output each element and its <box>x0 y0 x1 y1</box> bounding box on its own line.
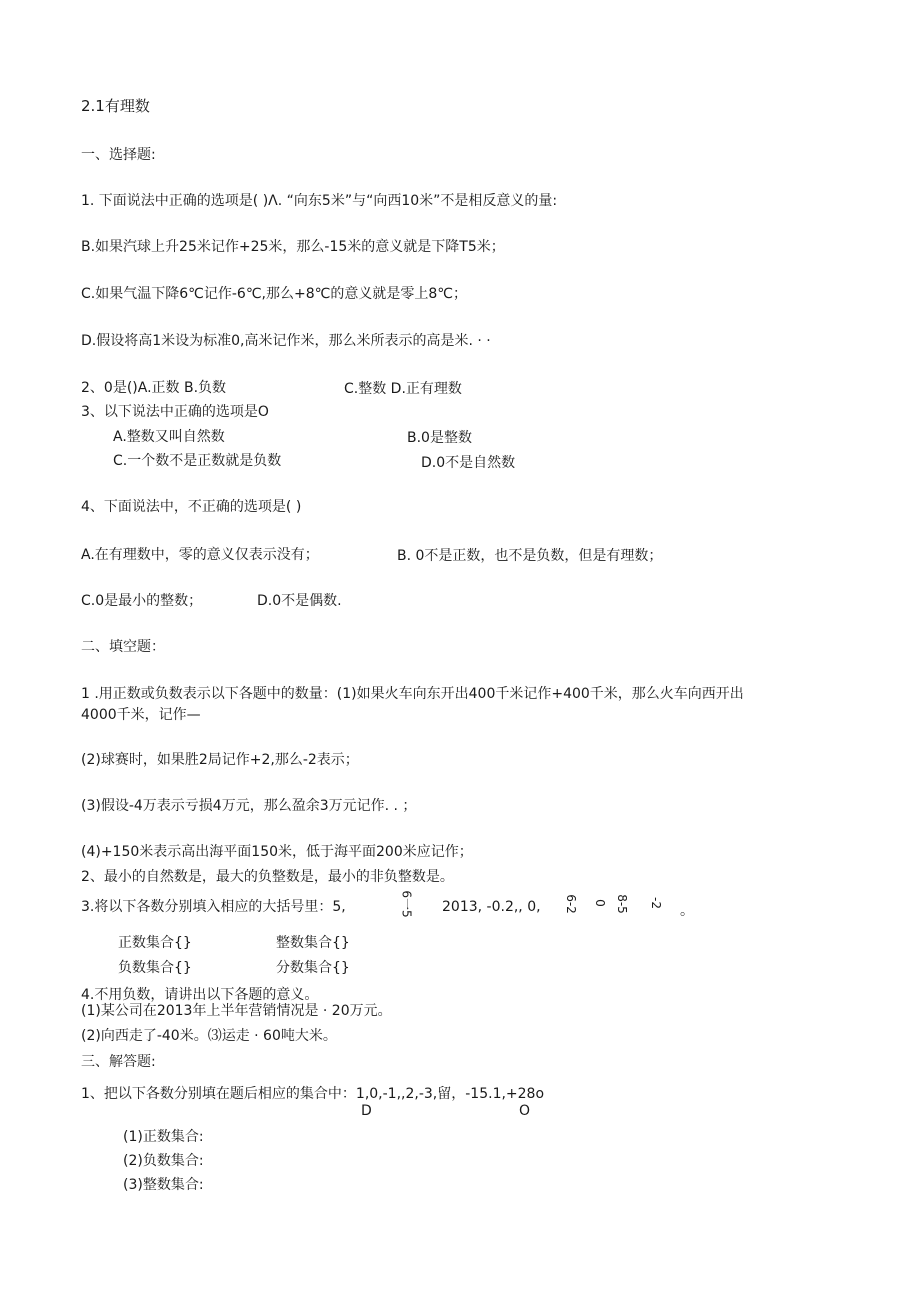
fill2-line: 2、最小的自然数是，最大的负整数是，最小的非负整数是。 <box>81 869 454 885</box>
q2-options-cd: C.整数 D.正有理数 <box>344 381 462 397</box>
fill3-fraction-1: 6一5 <box>399 890 414 918</box>
section-heading-choice: 一、选择题: <box>81 147 156 163</box>
q3-option-d: D.0不是自然数 <box>421 455 516 471</box>
fill3-middle: 2013, -0.2,, 0, <box>442 899 541 915</box>
fill1-line2: 4000千米，记作— <box>81 707 201 723</box>
solve1-stem: 1、把以下各数分别填在题后相应的集合中：1,0,-1,,2,-3,留，-15.1,+28o <box>81 1086 545 1102</box>
fill3-end: 。 <box>680 903 694 919</box>
solve1-set-positive: (1)正数集合: <box>123 1129 204 1145</box>
fill4-part1: (1)某公司在2013年上半年营销情况是 · 20万元。 <box>81 1003 392 1019</box>
solve1-mark-d: D <box>361 1103 372 1119</box>
q3-option-a: A.整数又叫自然数 <box>113 429 225 445</box>
q1-option-b: B.如果汽球上升25米记作+25米，那么-15米的意义就是下降T5米； <box>81 239 505 255</box>
fill3-fraction-2: 6-2 <box>563 894 578 914</box>
solve1-set-integer: (3)整数集合: <box>123 1177 204 1193</box>
fill1-part2: (2)球赛时，如果胜2局记作+2,那么-2表示； <box>81 752 359 768</box>
q1-stem: 1. 下面说法中正确的选项是( )Λ. “向东5米”与“向西10米”不是相反意义的量: <box>81 193 558 209</box>
section-heading-solve: 三、解答题: <box>81 1054 156 1070</box>
solve1-mark-o: O <box>519 1103 531 1119</box>
set-negative: 负数集合{} <box>118 960 192 976</box>
q4-option-b: B. 0不是正数，也不是负数，但是有理数； <box>397 548 663 564</box>
q4-option-c: C.0是最小的整数； <box>81 593 203 609</box>
fill1-part4: (4)+150米表示高出海平面150米，低于海平面200米应记作； <box>81 844 473 860</box>
fill3-prefix: 3.将以下各数分别填入相应的大括号里：5, <box>81 899 346 915</box>
q3-stem: 3、以下说法中正确的选项是O <box>81 404 269 420</box>
set-integer: 整数集合{} <box>276 935 350 951</box>
solve1-set-negative: (2)负数集合: <box>123 1153 204 1169</box>
q4-option-d: D.0不是偶数. <box>257 593 342 609</box>
q2-stem: 2、0是()A.正数 B.负数 <box>81 380 227 396</box>
q4-option-a: A.在有理数中，零的意义仅表示没有； <box>81 547 319 563</box>
page-title: 2.1有理数 <box>81 97 150 115</box>
fill3-fraction-5: -2 <box>648 897 663 909</box>
fill3-fraction-4: 8-5 <box>614 894 629 914</box>
set-fraction: 分数集合{} <box>276 960 350 976</box>
fill1-part3: (3)假设-4万表示亏损4万元，那么盈余3万元记作. . ； <box>81 798 417 814</box>
set-positive: 正数集合{} <box>118 935 192 951</box>
q1-option-d: D.假设将高1米设为标准0,高米记作米，那么米所表示的高是米. · · <box>81 333 491 349</box>
q4-stem: 4、下面说法中，不正确的选项是( ) <box>81 499 302 515</box>
fill1-line1: 1 .用正数或负数表示以下各题中的数量：(1)如果火车向东开出400千米记作+400千米，那么火车向西开出 <box>81 686 744 702</box>
q3-option-c: C.一个数不是正数就是负数 <box>113 453 282 469</box>
fill4-stem: 4.不用负数，请讲出以下各题的意义。 <box>81 987 319 1003</box>
q1-option-c: C.如果气温下降6℃记作-6℃,那么+8℃的意义就是零上8℃； <box>81 286 467 302</box>
fill3-fraction-3: 0 <box>592 899 607 907</box>
q3-option-b: B.0是整数 <box>407 430 472 446</box>
fill4-part2: (2)向西走了-40米。⑶运走 · 60吨大米。 <box>81 1028 337 1044</box>
section-heading-fill: 二、填空题： <box>81 639 165 655</box>
